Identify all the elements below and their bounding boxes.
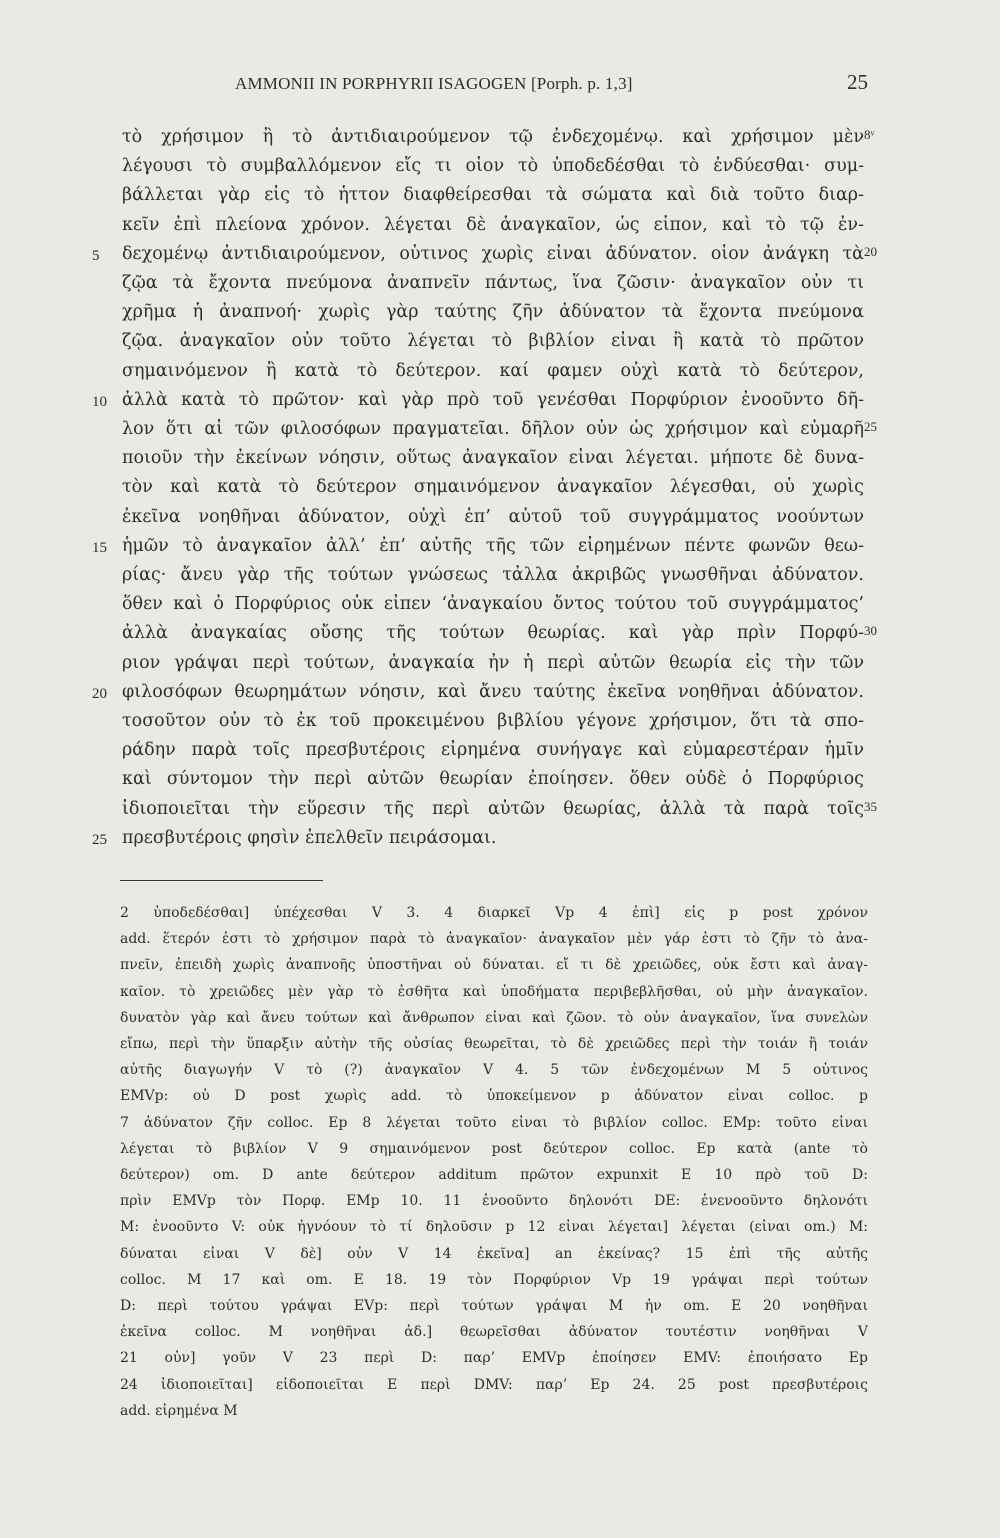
- running-head: AMMONII IN PORPHYRII ISAGOGEN [Porph. p. 1,3]: [235, 74, 633, 93]
- apparatus-text: D: περὶ τούτου γράψαι EVp: περὶ τούτων γράψαι M ἦν om. E 20 νοηθῆναι: [120, 1298, 868, 1314]
- apparatus-text: 2 ὑποδεδέσθαι] ὑπέχεσθαι V 3. 4 διαρκεῖ Vp 4 ἐπὶ] εἰς p post χρόνον: [120, 905, 868, 921]
- text-line: [0, 302, 1000, 334]
- line-number: 5: [92, 247, 100, 264]
- line-text: ποιοῦν τὴν ἐκείνων νόησιν, οὕτως ἀναγκαῖον εἶναι λέγεται. μήποτε δὲ δυνα-: [122, 448, 864, 469]
- apparatus-text: colloc. M 17 καὶ om. E 18. 19 τὸν Πορφύριον Vp 19 γράψαι περὶ τούτων: [120, 1271, 868, 1288]
- apparatus-text: 24 ἰδιοποιεῖται] εἰδοποιεῖται E περὶ DMV: παρ’ Ep 24. 25 post πρεσβυτέροις: [120, 1376, 868, 1393]
- apparatus-line: [0, 1350, 1000, 1378]
- apparatus-line: [0, 1298, 1000, 1326]
- line-text: ράδην παρὰ τοῖς πρεσβυτέροις εἰρημένα συνήγαγε καὶ εὐμαρεστέραν ἡμῖν: [122, 740, 864, 761]
- apparatus-text: ἐκεῖνα colloc. M νοηθῆναι ἀδ.] θεωρεῖσθαι ἀδύνατον τουτέστιν νοηθῆναι V: [120, 1324, 868, 1341]
- apparatus-line: [0, 957, 1000, 985]
- line-number: 10: [92, 393, 107, 410]
- apparatus-line: [0, 1246, 1000, 1274]
- apparatus-text: δύναται εἶναι V δὲ] οὖν V 14 ἐκεῖνα] an ἐκείνας? 15 ἐπὶ τῆς αὐτῆς: [120, 1245, 868, 1262]
- page-header: [120, 70, 868, 98]
- line-text: χρῆμα ἡ ἀναπνοή· χωρὶς γὰρ ταύτης ζῆν ἀδύνατον τὰ ἔχοντα πνεύμονα: [122, 302, 864, 323]
- apparatus-text: αὐτῆς διαγωγήν V τὸ (?) ἀναγκαῖον V 4. 5 τῶν ἐνδεχομένων M 5 οὗτινος: [120, 1062, 868, 1079]
- text-line: [0, 653, 1000, 685]
- line-number: 20: [92, 685, 107, 702]
- line-text: ἀλλὰ ἀναγκαίας οὔσης τῆς τούτων θεωρίας. καὶ γὰρ πρὶν Πορφύ-: [122, 623, 864, 644]
- footnote-divider: [120, 880, 323, 881]
- text-line: [0, 623, 1000, 655]
- apparatus-line: [0, 1088, 1000, 1116]
- line-text: τοσοῦτον οὖν τὸ ἐκ τοῦ προκειμένου βιβλίου γέγονε χρήσιμον, ὅτι τὰ σπο-: [122, 711, 864, 731]
- line-text: ζῷα τὰ ἔχοντα πνεύμονα ἀναπνεῖν πάντως, ἵνα ζῶσιν· ἀναγκαῖον οὖν τι: [122, 273, 864, 293]
- apparatus-line: [0, 1167, 1000, 1195]
- apparatus-line: [0, 1141, 1000, 1169]
- apparatus-text: 21 οὖν] γοῦν V 23 περὶ D: παρ’ EMVp ἐποίησεν EMV: ἐποιήσατο Ep: [120, 1350, 868, 1367]
- line-text: βάλλεται γὰρ εἰς τὸ ἧττον διαφθείρεσθαι τὰ σώματα καὶ διὰ τοῦτο διαρ-: [122, 185, 864, 206]
- line-number: 25: [92, 831, 107, 848]
- margin-reference: 20: [864, 243, 877, 259]
- line-text: πρεσβυτέροις φησὶν ἐπελθεῖν πειράσομαι.: [122, 827, 497, 848]
- apparatus-text: add. ἕτερόν ἐστι τὸ χρήσιμον παρὰ τὸ ἀναγκαῖον· ἀναγκαῖον μὲν γάρ ἐστι τὸ ζῆν τὸ ἀνα-: [120, 931, 868, 948]
- margin-reference: 8ᵛ: [864, 127, 875, 142]
- apparatus-line: [0, 1403, 1000, 1431]
- page-number: 25: [847, 70, 868, 94]
- apparatus-line: [0, 1010, 1000, 1038]
- text-line: [0, 127, 1000, 159]
- text-line: [0, 682, 1000, 714]
- text-line: [0, 828, 1000, 860]
- line-text: δεχομένῳ ἀντιδιαιρούμενον, οὗτινος χωρὶς εἶναι ἀδύνατον. οἷον ἀνάγκη τὰ: [122, 243, 864, 264]
- apparatus-text: δεύτερον) om. D ante δεύτερον additum πρῶτον expunxit E 10 πρὸ τοῦ D:: [120, 1167, 868, 1183]
- line-number: 15: [92, 539, 107, 556]
- line-text: ἐκεῖνα νοηθῆναι ἀδύνατον, οὐχὶ ἐπ’ αὐτοῦ τοῦ συγγράμματος νοούντων: [122, 506, 864, 527]
- apparatus-text: λέγεται τὸ βιβλίον V 9 σημαινόμενον post δεύτερον colloc. Ep κατὰ (ante τὸ: [120, 1140, 868, 1157]
- apparatus-text: 7 ἀδύνατον ζῆν colloc. Ep 8 λέγεται τοῦτο εἶναι τὸ βιβλίον colloc. EMp: τοῦτο εἶναι: [120, 1114, 868, 1131]
- line-text: ρίας· ἄνευ γὰρ τῆς τούτων γνώσεως τἆλλα ἀκριβῶς γνωσθῆναι ἀδύνατον.: [122, 565, 864, 585]
- line-text: τὸ χρήσιμον ἢ τὸ ἀντιδιαιρούμενον τῷ ἐνδεχομένῳ. καὶ χρήσιμον μὲν: [122, 127, 864, 147]
- text-line: [0, 419, 1000, 451]
- apparatus-text: πρὶν EMVp τὸν Πορφ. EMp 10. 11 ἐνοοῦντο δηλονότι DE: ἐνενοοῦντο δηλονότι: [120, 1193, 868, 1210]
- line-text: ἡμῶν τὸ ἀναγκαῖον ἀλλ’ ἐπ’ αὐτῆς τῆς τῶν εἰρημένων πέντε φωνῶν θεω-: [122, 535, 864, 556]
- margin-reference: 30: [864, 623, 877, 639]
- apparatus-text: M: ἐνοοῦντο V: οὐκ ἠγνόουν τὸ τί δηλοῦσιν p 12 εἶναι λέγεται] λέγεται (εἶναι om.) M:: [120, 1219, 868, 1236]
- text-line: [0, 711, 1000, 743]
- apparatus-line: [0, 1193, 1000, 1221]
- line-text: φιλοσόφων θεωρημάτων νόησιν, καὶ ἄνευ ταύτης ἐκεῖνα νοηθῆναι ἀδύνατον.: [122, 681, 864, 702]
- text-line: [0, 507, 1000, 539]
- margin-reference: 25: [864, 419, 877, 434]
- text-line: [0, 769, 1000, 801]
- text-line: [0, 799, 1000, 831]
- apparatus-text: δυνατὸν γὰρ καὶ ἄνευ τούτων καὶ ἄνθρωπον εἶναι καὶ ζῶον. τὸ οὖν ἀναγκαῖον, ἵνα συνελὼν: [120, 1009, 868, 1026]
- line-text: ὅθεν καὶ ὁ Πορφύριος οὐκ εἶπεν ‘ἀναγκαίου ὄντος τούτου τοῦ συγγράμματος’: [122, 594, 864, 615]
- text-line: [0, 390, 1000, 422]
- apparatus-text: εἴπω, περὶ τὴν ὕπαρξιν αὐτὴν τῆς οὐσίας θεωρεῖται, τὸ δὲ χρειῶδες περὶ τὴν τοιάν ἢ τοιάν: [120, 1036, 868, 1052]
- apparatus-line: [0, 1272, 1000, 1300]
- apparatus-line: [0, 984, 1000, 1012]
- apparatus-line: [0, 1062, 1000, 1090]
- margin-reference: 35: [864, 798, 877, 814]
- line-text: ἀλλὰ κατὰ τὸ πρῶτον· καὶ γὰρ πρὸ τοῦ γενέσθαι Πορφύριον ἐνοοῦντο δῆ-: [122, 389, 864, 410]
- text-line: [0, 273, 1000, 305]
- apparatus-line: [0, 905, 1000, 933]
- line-text: ζῷα. ἀναγκαῖον οὖν τοῦτο λέγεται τὸ βιβλίον εἶναι ἢ κατὰ τὸ πρῶτον: [122, 331, 864, 352]
- text-line: [0, 536, 1000, 568]
- line-text: ἰδιοποιεῖται τὴν εὕρεσιν τῆς περὶ αὐτῶν θεωρίας, ἀλλὰ τὰ παρὰ τοῖς: [122, 798, 864, 819]
- line-text: λέγουσι τὸ συμβαλλόμενον εἴς τι οἷον τὸ ὑποδεδέσθαι τὸ ἐνδύεσθαι· συμ-: [122, 156, 864, 177]
- text-line: [0, 594, 1000, 626]
- apparatus-line: [0, 1377, 1000, 1405]
- line-text: λον ὅτι αἱ τῶν φιλοσόφων πραγματεῖαι. δῆλον οὖν ὡς χρήσιμον καὶ εὐμαρῆ: [122, 419, 864, 439]
- apparatus-text: EMVp: οὗ D post χωρὶς add. τὸ ὑποκείμενον p ἀδύνατον εἶναι colloc. p: [120, 1088, 868, 1105]
- text-line: [0, 331, 1000, 363]
- apparatus-line: [0, 1036, 1000, 1064]
- line-text: καὶ σύντομον τὴν περὶ αὐτῶν θεωρίαν ἐποίησεν. ὅθεν οὐδὲ ὁ Πορφύριος: [122, 769, 864, 790]
- text-line: [0, 477, 1000, 509]
- apparatus-text: πνεῖν, ἐπειδὴ χωρὶς ἀναπνοῆς ὑποστῆναι οὐ δύναται. εἴ τι δὲ χρειῶδες, οὐκ ἔστι καὶ ἀναγ-: [120, 957, 868, 974]
- text-line: [0, 244, 1000, 276]
- apparatus-text: add. εἰρημένα M: [120, 1402, 238, 1419]
- text-line: [0, 156, 1000, 188]
- line-text: τὸν καὶ κατὰ τὸ δεύτερον σημαινόμενον ἀναγκαῖον λέγεσθαι, οὗ χωρὶς: [122, 477, 864, 498]
- apparatus-text: καῖον. τὸ χρειῶδες μὲν γὰρ τὸ ἐσθῆτα καὶ ὑποδήματα περιβεβλῆσθαι, οὐ μὴν ἀναγκαῖον.: [120, 983, 868, 1000]
- line-text: κεῖν ἐπὶ πλείονα χρόνον. λέγεται δὲ ἀναγκαῖον, ὡς εἶπον, καὶ τὸ τῷ ἐν-: [122, 214, 864, 235]
- text-line: [0, 215, 1000, 247]
- apparatus-line: [0, 1219, 1000, 1247]
- apparatus-line: [0, 1115, 1000, 1143]
- text-line: [0, 740, 1000, 772]
- line-text: ριον γράψαι περὶ τούτων, ἀναγκαία ἦν ἡ περὶ αὐτῶν θεωρία εἰς τὴν τῶν: [122, 652, 864, 673]
- text-line: [0, 361, 1000, 393]
- apparatus-line: [0, 1324, 1000, 1352]
- text-line: [0, 448, 1000, 480]
- line-text: σημαινόμενον ἢ κατὰ τὸ δεύτερον. καί φαμεν οὐχὶ κατὰ τὸ δεύτερον,: [122, 360, 864, 381]
- apparatus-line: [0, 931, 1000, 959]
- text-line: [0, 565, 1000, 597]
- text-line: [0, 185, 1000, 217]
